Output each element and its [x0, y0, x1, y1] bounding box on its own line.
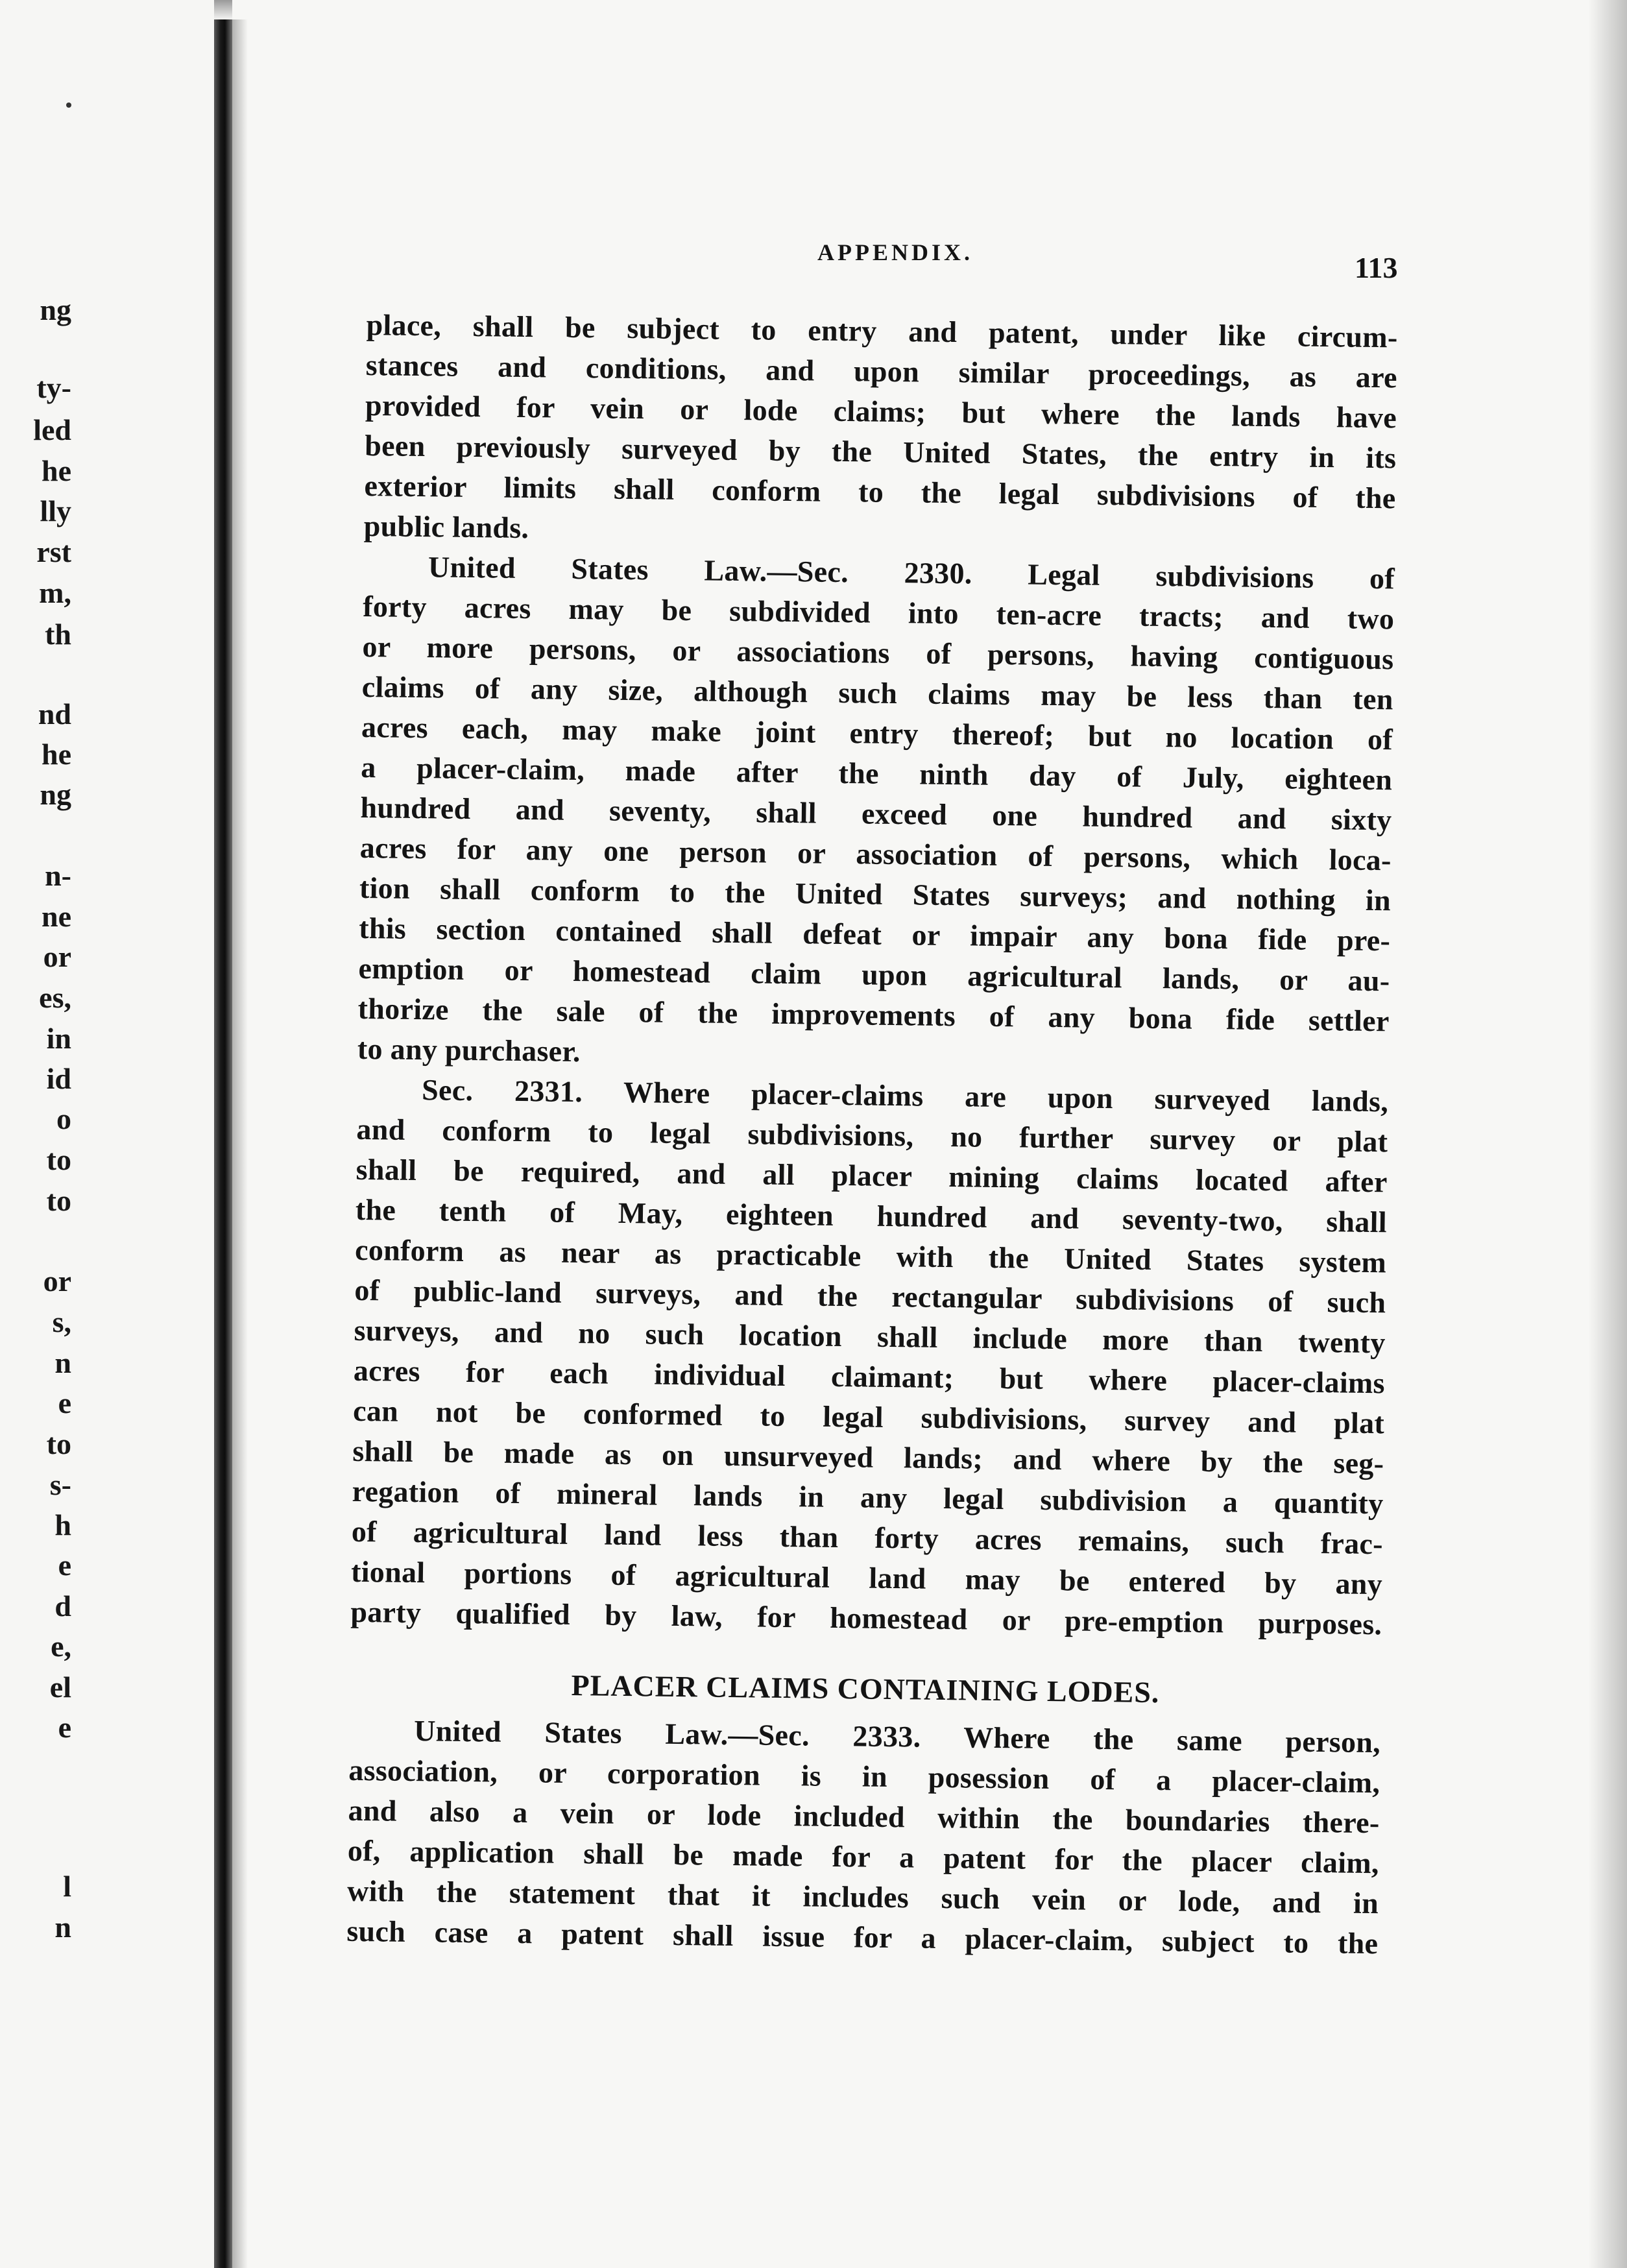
fragment: rst	[36, 535, 71, 568]
text-line: the tenth of May, eighteen hundred and seventy-two, shall	[355, 1192, 1388, 1239]
text-line: claims of any size, although such claims may be less than ten	[361, 670, 1394, 716]
fragment: ne	[42, 900, 71, 933]
text-line: stances and conditions, and upon similar proceedings, as are	[365, 348, 1398, 394]
text-line: United States Law.—Sec. 2330. Legal subdivisions of	[428, 550, 1395, 596]
text-line: of, application shall be made for a patent for the placer claim,	[347, 1833, 1380, 1880]
paragraph-sec-2331	[350, 1069, 1388, 1645]
fragment: to	[46, 1427, 71, 1460]
fragment: id	[46, 1062, 71, 1095]
text-line: acres for each individual claimant; but where placer-claims	[353, 1353, 1386, 1400]
fragment: n-	[45, 859, 71, 892]
text-line: United States Law.—Sec. 2333. Where the same person,	[413, 1714, 1381, 1759]
text-line: and also a vein or lode included within the boundaries there-	[348, 1793, 1380, 1840]
fragment: h	[54, 1508, 71, 1541]
fragment: el	[49, 1671, 71, 1704]
text-line: thorize the sale of the improvements of any bona fide settler	[357, 991, 1390, 1038]
text-line: been previously surveyed by the United States, the entry in its	[365, 428, 1397, 475]
fragment: or	[43, 1264, 71, 1297]
text-line: Sec. 2331. Where placer-claims are upon surveyed lands,	[421, 1073, 1389, 1118]
fragment: ng	[40, 293, 71, 326]
fragment: in	[46, 1022, 71, 1055]
fragment: ty-	[36, 371, 71, 404]
body-text	[346, 305, 1398, 1964]
fragment: th	[45, 618, 71, 651]
page-number: 113	[1355, 251, 1398, 284]
fragment: e,	[51, 1630, 71, 1663]
text-line: shall be made as on unsurveyed lands; and where by the seg-	[352, 1434, 1384, 1480]
fragment: e	[58, 1549, 71, 1582]
text-line: or more persons, or associations of persons, having contiguous	[362, 629, 1394, 676]
fragment: nd	[38, 697, 71, 730]
text-line: and conform to legal subdivisions, no further survey or plat	[356, 1112, 1388, 1159]
ink-speck	[66, 103, 71, 108]
fragment: s,	[52, 1305, 71, 1338]
text-line: surveys, and no such location shall include more than twenty	[354, 1313, 1386, 1360]
fragment: es,	[39, 981, 71, 1014]
fragment: n	[54, 1911, 71, 1944]
text-line: tional portions of agricultural land may be entered by any	[350, 1554, 1383, 1601]
text-line: acres each, may make joint entry thereof; but no location of	[361, 710, 1393, 756]
paragraph-continuation	[363, 305, 1397, 559]
fragment: to	[46, 1143, 71, 1176]
fragment: e	[58, 1711, 71, 1744]
fragment: or	[43, 940, 71, 973]
fragment: l	[63, 1870, 71, 1903]
gutter-shadow	[232, 19, 248, 2268]
text-line: party qualified by law, for homestead or pre-emption purposes.	[350, 1595, 1382, 1641]
fragment: d	[54, 1589, 71, 1623]
fragment: s-	[49, 1468, 71, 1501]
text-line: can not be conformed to legal subdivisions, survey and plat	[352, 1393, 1385, 1440]
page-edge-shadow	[1588, 0, 1627, 2268]
fragment: m,	[39, 576, 71, 609]
text-line: regation of mineral lands in any legal subdivision a quantity	[352, 1474, 1384, 1521]
text-line: place, shall be subject to entry and patent, under like circum-	[366, 308, 1398, 354]
text-line: this section contained shall defeat or impair any bona fide pre-	[358, 911, 1391, 958]
fragment: ng	[40, 778, 71, 811]
previous-page-edge	[0, 0, 214, 2268]
text-line: association, or corporation is in posession of a placer-claim,	[348, 1753, 1380, 1800]
text-line: with the statement that it includes such vein or lode, and in	[346, 1874, 1379, 1920]
fragment: o	[56, 1102, 71, 1135]
fragment: he	[42, 738, 71, 771]
running-head: APPENDIX.	[817, 239, 973, 265]
text-line: public lands.	[363, 509, 529, 545]
text-line: shall be required, and all placer mining claims located after	[356, 1152, 1388, 1199]
text-line: acres for any one person or association of persons, which loca-	[359, 830, 1392, 877]
text-line: provided for vein or lode claims; but where the lands have	[365, 388, 1397, 435]
text-line: a placer-claim, made after the ninth day of July, eighteen	[360, 750, 1393, 797]
text-line: hundred and seventy, shall exceed one hundred and sixty	[360, 790, 1392, 837]
text-line: exterior limits shall conform to the legal subdivisions of the	[364, 468, 1396, 515]
previous-page-text-fragments	[0, 0, 71, 2268]
text-line: of agricultural land less than forty acres remains, such frac-	[351, 1514, 1384, 1561]
fragment: lly	[40, 494, 71, 527]
text-line: conform as near as practicable with the United States system	[354, 1233, 1387, 1279]
text-line: tion shall conform to the United States surveys; and nothing in	[359, 871, 1392, 917]
fragment: led	[33, 413, 71, 446]
section-heading: PLACER CLAIMS CONTAINING LODES.	[571, 1669, 1160, 1709]
text-line: emption or homestead claim upon agricultural lands, or au-	[358, 951, 1390, 998]
text-line: to any purchaser.	[357, 1031, 581, 1068]
book-gutter	[214, 19, 232, 2268]
fragment: e	[58, 1386, 71, 1419]
text-line: forty acres may be subdivided into ten-acre tracts; and two	[363, 589, 1395, 636]
text-line: such case a patent shall issue for a placer-claim, subject to the	[346, 1914, 1379, 1960]
text-line: of public-land surveys, and the rectangular subdivisions of such	[354, 1273, 1386, 1320]
paragraph-sec-2330	[357, 546, 1395, 1081]
fragment: he	[42, 454, 71, 487]
paragraph-sec-2333	[346, 1710, 1380, 1964]
fragment: to	[46, 1184, 71, 1217]
fragment: n	[54, 1346, 71, 1379]
